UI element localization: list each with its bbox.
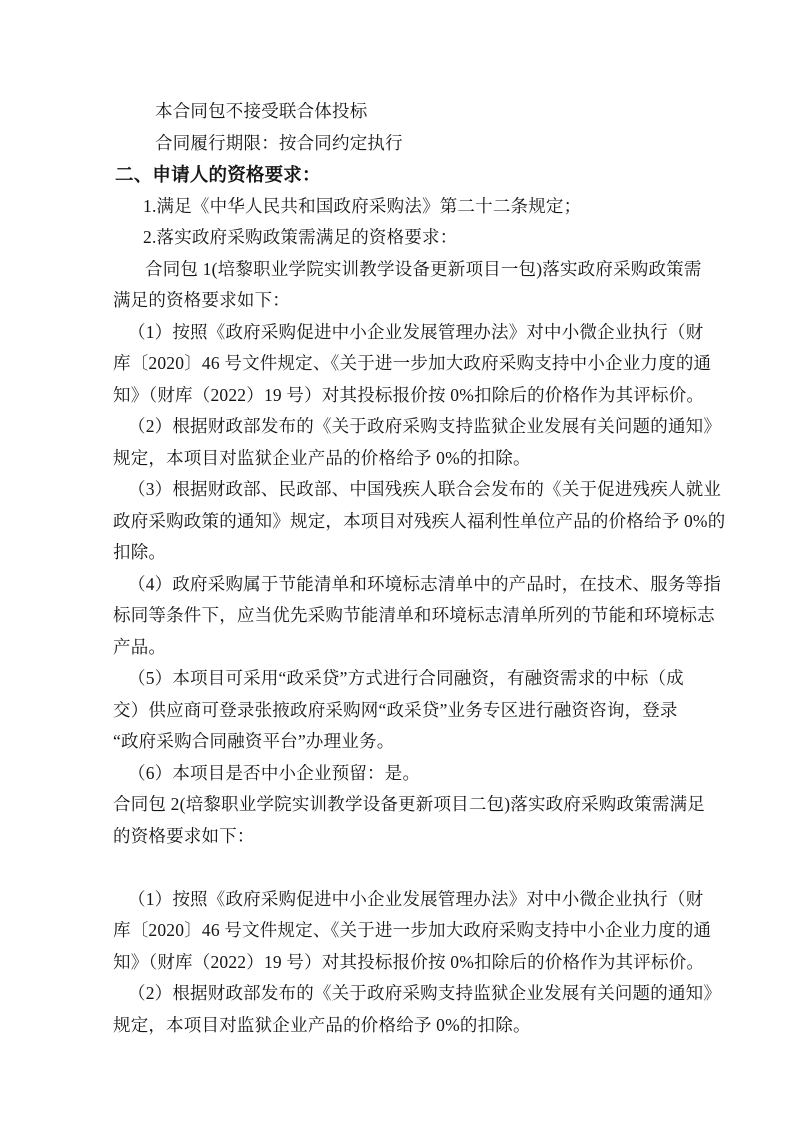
paragraph [113,474,726,569]
text-line: 合同包 2(培黎职业学院实训教学设备更新项目二包)落实政府采购政策需满足 [113,794,705,814]
paragraph [113,978,722,1041]
paragraph [113,569,722,664]
paragraph [113,222,695,254]
text-line: （2）根据财政部发布的《关于政府采购支持监狱企业发展有关问题的通知》 [128,416,722,436]
text-line: 库〔2020〕46 号文件规定、《关于进一步加大政府采购支持中小企业力度的通 [113,920,712,940]
paragraph [113,96,695,128]
paragraph [113,128,695,160]
text-line: 规定，本项目对监狱企业产品的价格给予 0%的扣除。 [113,1014,531,1035]
text-line: 库〔2020〕46 号文件规定、《关于进一步加大政府采购支持中小企业力度的通 [113,353,712,373]
paragraph [113,758,695,790]
text-line: 本合同包不接受联合体投标 [155,101,368,121]
text-line: （3）根据财政部、民政部、中国残疾人联合会发布的《关于促进残疾人就业 [128,479,722,499]
paragraph [113,789,705,852]
text-line: 交）供应商可登录张掖政府采购网“政采贷”业务专区进行融资咨询，登录 [113,699,678,720]
text-line: 知》（财库（2022）19 号）对其投标报价按 0%扣除后的价格作为其评标价。 [113,951,705,972]
text-line: 政府采购政策的通知》规定，本项目对残疾人福利性单位产品的价格给予 0%的 [113,510,726,531]
section-heading [113,159,695,191]
text-line: 扣除。 [113,542,167,562]
paragraph [113,663,695,758]
text-line: 知》（财库（2022）19 号）对其投标报价按 0%扣除后的价格作为其评标价。 [113,384,705,405]
text-line: 1.满足《中华人民共和国政府采购法》第二十二条规定； [143,195,582,216]
section-heading-text: 二、申请人的资格要求： [115,164,321,185]
paragraph [113,411,722,474]
paragraph [113,884,712,979]
paragraph [113,317,712,412]
document-body [113,96,726,1041]
text-line: 2.落实政府采购政策需满足的资格要求： [143,227,458,247]
text-line: （6）本项目是否中小企业预留：是。 [128,762,421,783]
text-line: （1）按照《政府采购促进中小企业发展管理办法》对中小微企业执行（财 [128,321,704,342]
text-line: 的资格要求如下： [113,825,255,846]
text-line: “政府采购合同融资平台”办理业务。 [113,731,395,751]
text-line: 规定，本项目对监狱企业产品的价格给予 0%的扣除。 [113,447,531,468]
text-line: （5）本项目可采用“政采贷”方式进行合同融资，有融资需求的中标（成 [128,668,684,688]
text-line: （1）按照《政府采购促进中小企业发展管理办法》对中小微企业执行（财 [128,888,704,909]
text-line: 合同履行期限：按合同约定执行 [155,132,403,153]
text-line: 满足的资格要求如下： [113,290,290,310]
text-line: （4）政府采购属于节能清单和环境标志清单中的产品时，在技术、服务等指 [128,573,722,594]
paragraph [113,191,695,223]
paragraph [113,852,695,884]
paragraph [113,254,702,317]
text-line: 合同包 1(培黎职业学院实训教学设备更新项目一包)落实政府采购政策需 [145,258,702,279]
text-line: 产品。 [113,636,167,657]
text-line: 标同等条件下，应当优先采购节能清单和环境标志清单所列的节能和环境标志 [113,605,715,625]
text-line: （2）根据财政部发布的《关于政府采购支持监狱企业发展有关问题的通知》 [128,983,722,1003]
text-line [113,852,695,884]
